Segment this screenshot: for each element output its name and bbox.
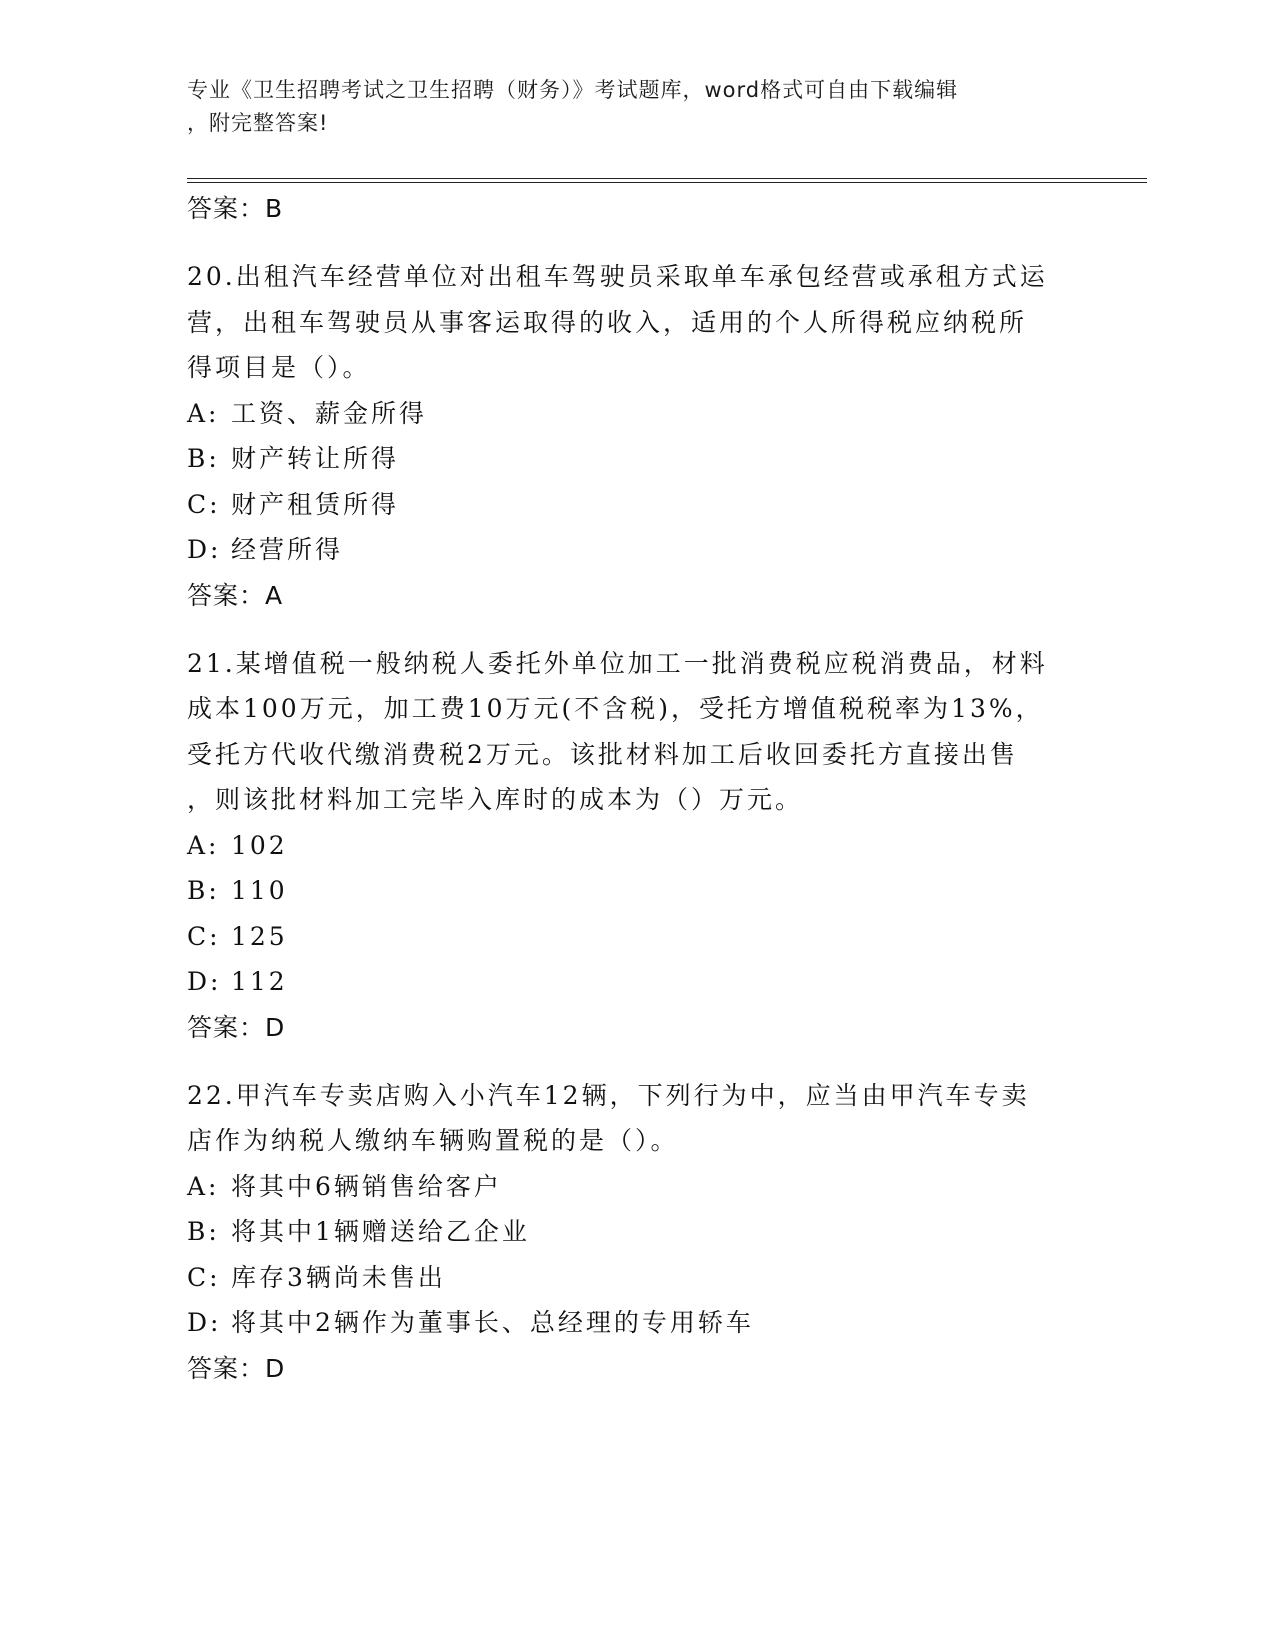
stem-line: 20.出租汽车经营单位对出租车驾驶员采取单车承包经营或承租方式运 — [187, 262, 1048, 291]
option-text: 财产租赁所得 — [231, 489, 400, 519]
stem-line: 21.某增值税一般纳税人委托外单位加工一批消费税应税消费品，材料 — [187, 648, 1048, 678]
option-a — [187, 1164, 1087, 1210]
option-a — [187, 823, 1087, 869]
option-d — [187, 1300, 1087, 1346]
option-b — [187, 1209, 1087, 1255]
option-text: 将其中1辆赠送给乙企业 — [231, 1217, 530, 1246]
option-text: 经营所得 — [231, 535, 344, 564]
header-line-1: 专业《卫生招聘考试之卫生招聘（财务）》考试题库，word格式可自由下载编辑 — [187, 78, 959, 102]
option-b — [187, 868, 1087, 914]
header-divider — [187, 178, 1147, 183]
option-d — [187, 527, 1087, 573]
option-letter: C: — [187, 489, 221, 519]
question-20 — [187, 254, 1087, 619]
answer-line: 答案：D — [187, 1012, 286, 1042]
previous-answer: 答案：B — [187, 194, 284, 223]
question-stem — [187, 254, 1087, 391]
option-text: 110 — [231, 876, 288, 905]
page-header — [187, 74, 1087, 140]
answer-line: 答案：A — [187, 580, 284, 610]
stem-line: 成本100万元，加工费10万元(不含税)，受托方增值税税率为13%， — [187, 694, 1044, 723]
option-text: 库存3辆尚未售出 — [231, 1262, 446, 1292]
option-letter: D: — [187, 967, 222, 996]
option-letter: B: — [187, 444, 220, 473]
stem-line: 受托方代收代缴消费税2万元。该批材料加工后收回委托方直接出售 — [187, 739, 1018, 769]
question-stem — [187, 641, 1087, 823]
question-21 — [187, 641, 1087, 1051]
option-c — [187, 914, 1087, 960]
option-text: 102 — [231, 830, 288, 860]
question-list — [187, 186, 1087, 1392]
option-text: 财产转让所得 — [231, 444, 400, 473]
stem-line: 店作为纳税人缴纳车辆购置税的是（）。 — [187, 1126, 679, 1155]
stem-line: 营，出租车驾驶员从事客运取得的收入，适用的个人所得税应纳税所 — [187, 307, 1028, 337]
question-stem — [187, 1073, 1087, 1164]
option-c — [187, 482, 1087, 528]
option-b — [187, 436, 1087, 482]
option-c — [187, 1255, 1087, 1301]
option-letter: C: — [187, 921, 221, 951]
option-letter: B: — [187, 876, 220, 905]
question-22 — [187, 1073, 1087, 1392]
option-letter: A: — [187, 1171, 220, 1201]
option-letter: A: — [187, 398, 220, 428]
option-text: 125 — [231, 921, 288, 951]
stem-line: ，则该批材料加工完毕入库时的成本为（）万元。 — [187, 785, 804, 814]
option-text: 工资、薪金所得 — [231, 398, 428, 428]
stem-line: 22.甲汽车专卖店购入小汽车12辆，下列行为中，应当由甲汽车专卖 — [187, 1080, 1030, 1110]
option-d — [187, 959, 1087, 1005]
option-text: 将其中2辆作为董事长、总经理的专用轿车 — [231, 1308, 754, 1337]
option-letter: C: — [187, 1262, 221, 1292]
option-letter: D: — [187, 535, 222, 564]
option-text: 将其中6辆销售给客户 — [231, 1171, 502, 1201]
stem-line: 得项目是（）。 — [187, 353, 371, 382]
option-letter: D: — [187, 1308, 222, 1337]
option-letter: A: — [187, 830, 220, 860]
answer-line: 答案：D — [187, 1353, 286, 1383]
option-text: 112 — [231, 967, 288, 996]
option-a — [187, 391, 1087, 437]
header-line-2: ，附完整答案! — [187, 111, 329, 135]
option-letter: B: — [187, 1217, 220, 1246]
